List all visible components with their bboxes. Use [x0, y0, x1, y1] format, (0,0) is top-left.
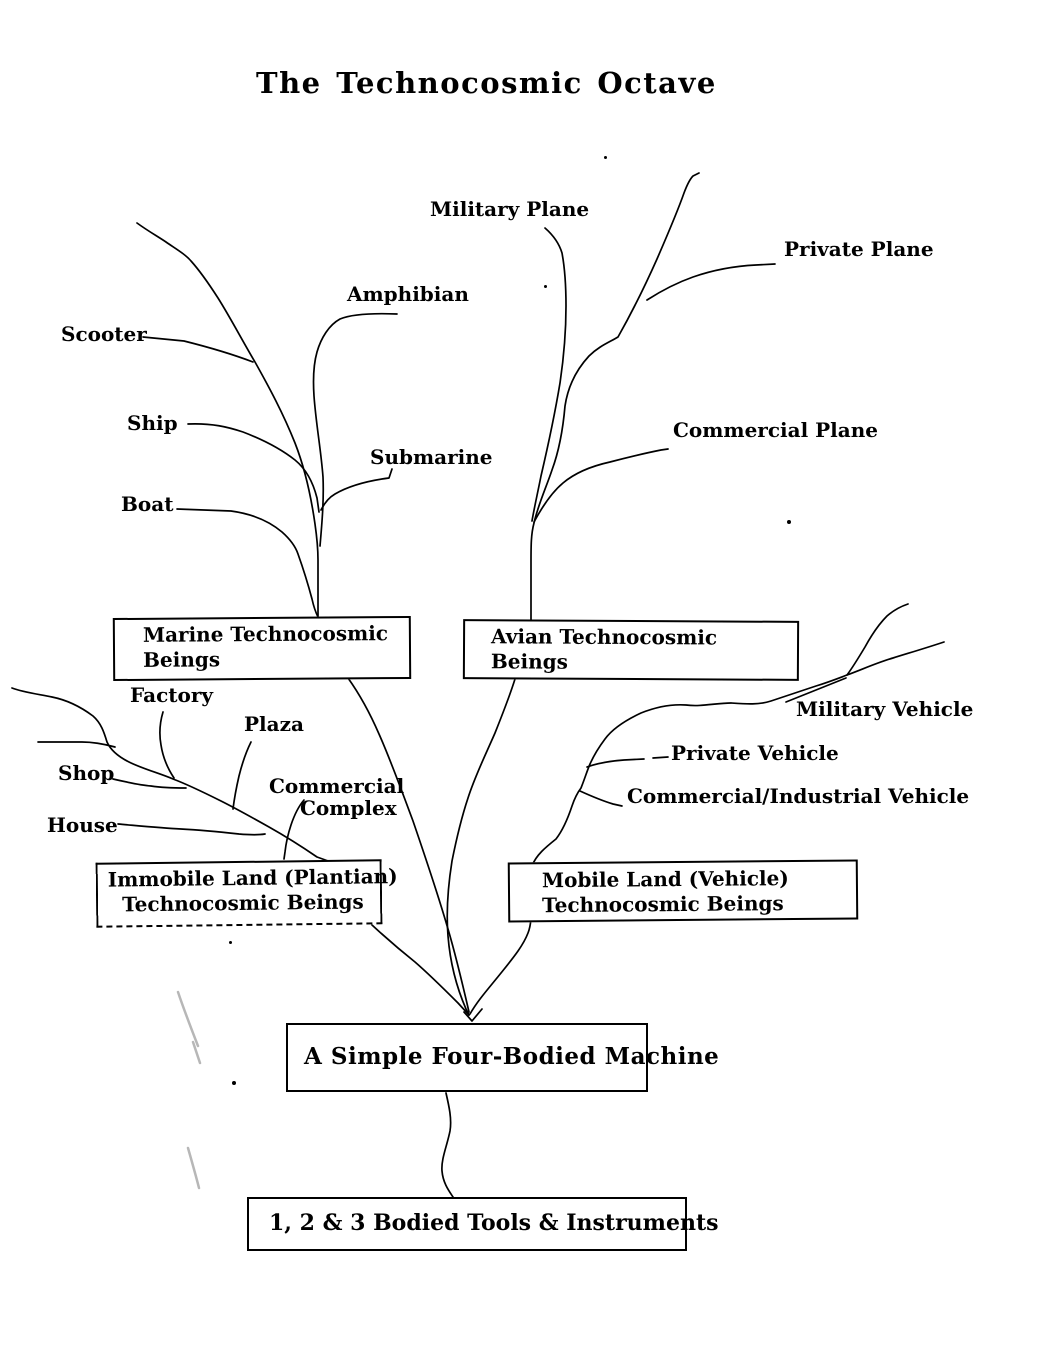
label-commercial-complex	[269, 775, 404, 819]
box-avian-line1: Avian Technocosmic	[491, 624, 718, 650]
branch-scooter	[143, 337, 253, 362]
branch-submarine	[321, 469, 392, 510]
box-marine-line1: Marine Technocosmic	[142, 621, 389, 647]
box-immobile-line1: Immobile Land (Plantian)	[107, 864, 398, 892]
box-machine-label: A Simple Four-Bodied Machine	[304, 1043, 720, 1071]
box-avian-line2: Beings	[490, 649, 569, 674]
label-private-vehicle: Private Vehicle	[671, 741, 839, 765]
scan-smudge	[188, 1148, 199, 1188]
scan-speck	[229, 941, 232, 944]
branch-vehicle-trunk	[470, 675, 847, 1014]
branch-boat	[177, 509, 318, 617]
label-commercial-industrial-vehicle: Commercial/Industrial Vehicle	[627, 784, 970, 808]
label-factory: Factory	[130, 683, 213, 707]
box-mobile-line2: Technocosmic Beings	[542, 891, 784, 918]
branch-commercial-industrial-vehicle	[580, 791, 622, 806]
branch-immobile-left-feeder	[38, 742, 115, 747]
label-submarine: Submarine	[370, 445, 493, 469]
label-plaza: Plaza	[244, 712, 304, 736]
label-military-plane: Military Plane	[430, 197, 590, 221]
box-marine-line2: Beings	[142, 647, 221, 672]
box-mobile-line1: Mobile Land (Vehicle)	[541, 866, 789, 893]
label-commercial-plane: Commercial Plane	[673, 418, 878, 442]
branch-military-vehicle-fork-up	[847, 604, 908, 675]
branch-military-vehicle-fork-right	[847, 642, 944, 675]
box-immobile-land-technocosmic-beings	[96, 859, 398, 927]
label-commercial-complex-line2: Complex	[300, 796, 397, 820]
scan-speck	[232, 1081, 236, 1085]
page-title: The Technocosmic Octave	[256, 66, 717, 100]
label-amphibian: Amphibian	[347, 282, 469, 306]
label-ship: Ship	[127, 411, 178, 435]
box-avian-technocosmic-beings	[463, 619, 799, 681]
label-shop: Shop	[58, 761, 115, 785]
branch-commercial-plane	[534, 449, 668, 522]
scan-speck	[787, 520, 791, 524]
label-private-plane: Private Plane	[784, 237, 934, 261]
label-boat: Boat	[121, 492, 174, 516]
box-simple-four-bodied-machine	[286, 1023, 720, 1092]
box-immobile-line2: Technocosmic Beings	[121, 889, 364, 917]
branch-plaza	[233, 742, 251, 809]
branch-private-vehicle	[587, 757, 668, 767]
branch-immobile-to-junction	[372, 925, 469, 1015]
branch-machine-to-tools	[442, 1093, 453, 1197]
label-scooter: Scooter	[61, 322, 147, 346]
label-commercial-complex-line1: Commercial	[269, 774, 405, 798]
branch-private-plane	[647, 264, 775, 300]
box-marine-technocosmic-beings	[113, 616, 411, 681]
scan-smudge	[178, 992, 198, 1046]
scan-speck	[604, 156, 607, 159]
branch-ship	[188, 424, 319, 512]
label-house: House	[47, 813, 118, 837]
box-mobile-land-technocosmic-beings	[508, 859, 859, 922]
scan-speck	[544, 285, 547, 288]
box-tools-label: 1, 2 & 3 Bodied Tools & Instruments	[269, 1210, 719, 1237]
box-tools-and-instruments	[247, 1197, 719, 1251]
branch-house	[118, 824, 265, 835]
label-military-vehicle: Military Vehicle	[796, 697, 974, 721]
branch-factory	[160, 712, 174, 778]
branch-amphibian	[313, 314, 397, 546]
